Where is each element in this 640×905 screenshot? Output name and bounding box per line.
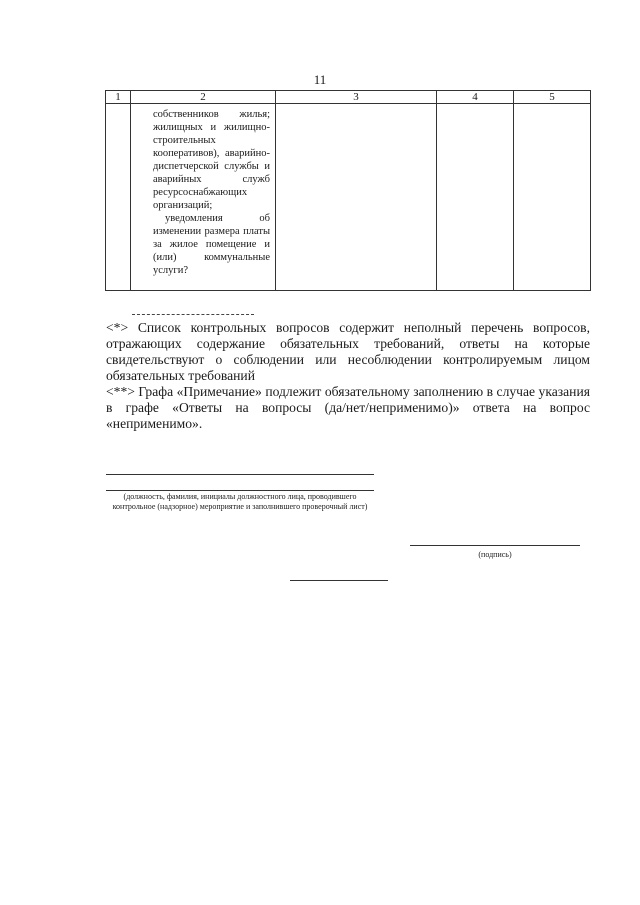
footnote-2: <**> Графа «Примечание» подлежит обязательному заполнению в случае указания в графе «Ответы на вопросы (да/нет/неприменимо)» ответа на вопрос «неприменимо». [106,384,590,431]
cell-col-1 [106,104,131,291]
table-header-row [106,91,591,104]
table-row [106,104,591,291]
signature-line-top [106,474,374,475]
end-line [290,580,388,581]
cell-col-3 [276,104,437,291]
header-col-2: 2 [131,91,276,104]
checklist-table [105,90,591,291]
cell-col-2 [131,104,276,291]
sign-line [410,545,580,546]
cell-col-4 [437,104,514,291]
official-caption: (должность, фамилия, инициалы должностного лица, проводившего контрольное (надзорное) мероприятие и заполнившего проверочный лист) [112,492,368,511]
sign-caption: (подпись) [478,550,512,559]
footnote-separator [132,314,254,315]
header-col-4: 4 [437,91,514,104]
header-col-5: 5 [514,91,591,104]
header-col-3: 3 [276,91,437,104]
footnotes [106,320,590,432]
page-number: 11 [313,72,327,87]
signature-line-bottom [106,490,374,491]
question-text-part-2: уведомления об изменении размера платы за жилое помещение и (или) коммунальные услуги? [153,213,270,276]
question-text-part-1: собственников жилья; жилищных и жилищно-строительных кооперативов), аварийно-диспетчерской службы и аварийных служб ресурсоснабжающих организаций; [153,109,270,211]
header-col-1: 1 [106,91,131,104]
cell-col-5 [514,104,591,291]
footnote-1: <*> Список контрольных вопросов содержит неполный перечень вопросов, отражающих содержание обязательных требований, ответы на которые свидетельствуют о соблюдении или несоблюдении контролируемым лицом обязательных требований [106,320,590,383]
